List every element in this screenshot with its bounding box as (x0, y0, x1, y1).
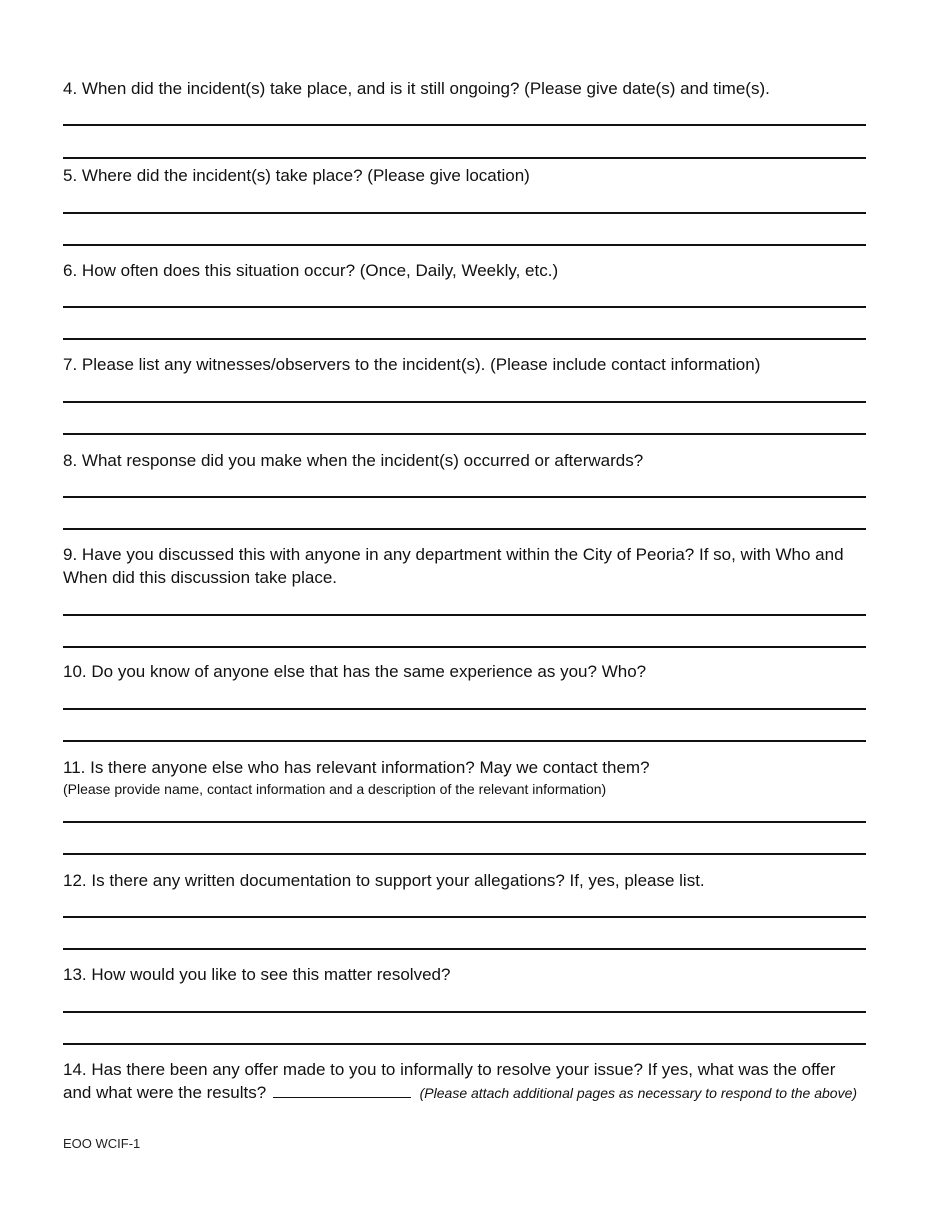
question-text: Is there anyone else who has relevant information? May we contact them? (90, 758, 650, 777)
question-text: How would you like to see this matter resolved? (91, 965, 451, 984)
answer-line[interactable] (63, 948, 866, 950)
question-text: Where did the incident(s) take place? (Please give location) (81, 166, 530, 185)
question-number: 10. (63, 662, 87, 681)
answer-line[interactable] (63, 212, 866, 214)
question-text: Please list any witnesses/observers to the incident(s). (Please include contact information) (81, 355, 761, 374)
answer-line[interactable] (63, 740, 866, 742)
question-subtext: (Please provide name, contact information and a description of the relevant information) (63, 781, 607, 797)
question-number: 4. (63, 79, 78, 98)
question-11 (63, 756, 868, 798)
question-8 (63, 449, 868, 472)
answer-line[interactable] (63, 306, 866, 308)
answer-line[interactable] (63, 916, 866, 918)
question-number: 6. (63, 261, 78, 280)
answer-line[interactable] (63, 1043, 866, 1045)
answer-line[interactable] (63, 433, 866, 435)
answer-line[interactable] (63, 157, 866, 159)
answer-line[interactable] (63, 244, 866, 246)
answer-line[interactable] (63, 821, 866, 823)
question-number: 9. (63, 545, 78, 564)
question-text: How often does this situation occur? (Once, Daily, Weekly, etc.) (81, 261, 559, 280)
question-10 (63, 660, 868, 683)
question-number: 5. (63, 166, 78, 185)
attach-pages-note: (Please attach additional pages as necessary to respond to the above) (419, 1085, 858, 1101)
inline-answer-blank[interactable] (273, 1082, 411, 1098)
form-id-footer: EOO WCIF-1 (63, 1136, 141, 1151)
question-text: Have you discussed this with anyone in any department within the City of Peoria? If so, with Who and When did this discussion take place. (63, 545, 844, 587)
answer-line[interactable] (63, 614, 866, 616)
question-9 (63, 543, 868, 589)
answer-line[interactable] (63, 528, 866, 530)
question-number: 7. (63, 355, 78, 374)
question-12 (63, 869, 868, 892)
answer-line[interactable] (63, 853, 866, 855)
question-text: What response did you make when the incident(s) occurred or afterwards? (81, 451, 644, 470)
question-number: 13. (63, 965, 87, 984)
question-text: Do you know of anyone else that has the same experience as you? Who? (91, 662, 647, 681)
answer-line[interactable] (63, 124, 866, 126)
question-number: 8. (63, 451, 78, 470)
answer-line[interactable] (63, 1011, 866, 1013)
question-4 (63, 77, 868, 100)
question-text: When did the incident(s) take place, and is it still ongoing? (Please give date(s) and time(s). (81, 79, 770, 98)
question-6 (63, 259, 868, 282)
answer-line[interactable] (63, 708, 866, 710)
question-text: Is there any written documentation to support your allegations? If, yes, please list. (91, 871, 705, 890)
answer-line[interactable] (63, 496, 866, 498)
question-7 (63, 353, 868, 376)
question-number: 14. (63, 1060, 87, 1079)
answer-line[interactable] (63, 401, 866, 403)
question-text: Has there been any offer made to you to informally to resolve your issue? If yes, what was the offer and what were the results? (63, 1060, 836, 1102)
question-5 (63, 164, 868, 187)
question-14 (63, 1058, 868, 1105)
question-number: 12. (63, 871, 87, 890)
answer-line[interactable] (63, 338, 866, 340)
question-13 (63, 963, 868, 986)
answer-line[interactable] (63, 646, 866, 648)
question-number: 11. (63, 758, 86, 777)
